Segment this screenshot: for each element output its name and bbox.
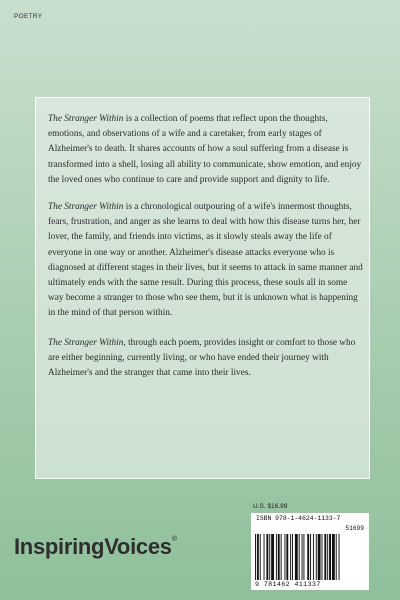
price-code: 51699 <box>345 525 364 532</box>
blurb-paragraph-3 <box>48 336 363 382</box>
barcode-number: 9 781462 411337 <box>255 581 321 589</box>
barcode-bars-icon <box>255 534 365 580</box>
blurb-text: , through each poem, provides insight or comfort to those who are either beginning, currently living, or who have ended their journey with Alzheimer's and the stranger that came into their lives. <box>48 337 356 379</box>
book-title: The Stranger Within <box>48 114 124 124</box>
publisher-logo <box>14 534 177 560</box>
back-cover-blurb <box>35 97 370 479</box>
price-label: U.S. $16.99 <box>253 503 288 510</box>
blurb-text: is a chronological outpouring of a wife's innermost thoughts, fears, frustration, and anger as she learns to deal with how this disease turns her, her lover, the family, and friends into victims, as it slowly steals away the life of everyone in one way or another. Alzheimer's disease attacks everyone who is diagnosed at different stages in their lives, but it seems to attack in same manner and ultimately ends with the same result. During this process, these souls all in some way become a stranger to those who see them, but it is unknown what is happening in the mind of that person within. <box>48 202 363 319</box>
blurb-paragraph-2 <box>48 200 363 322</box>
publisher-name: InspiringVoices <box>14 534 172 559</box>
isbn-text: ISBN 978-1-4624-1133-7 <box>256 515 341 522</box>
category-label: POETRY <box>14 13 43 20</box>
barcode <box>251 513 369 590</box>
registered-mark: ® <box>171 536 177 543</box>
book-title: The Stranger Within <box>48 202 124 213</box>
blurb-paragraph-1 <box>48 112 363 188</box>
blurb-text: is a collection of poems that reflect upon the thoughts, emotions, and observations of a wife and a caretaker, from early stages of Alzheimer's to death. It shares accounts of how a soul suffering from a disease is transformed into a shell, losing all ability to communicate, show emotion, and enjoy the loved ones who continue to care and provide support and dignity to life. <box>48 114 362 185</box>
book-title: The Stranger Within <box>48 337 124 348</box>
